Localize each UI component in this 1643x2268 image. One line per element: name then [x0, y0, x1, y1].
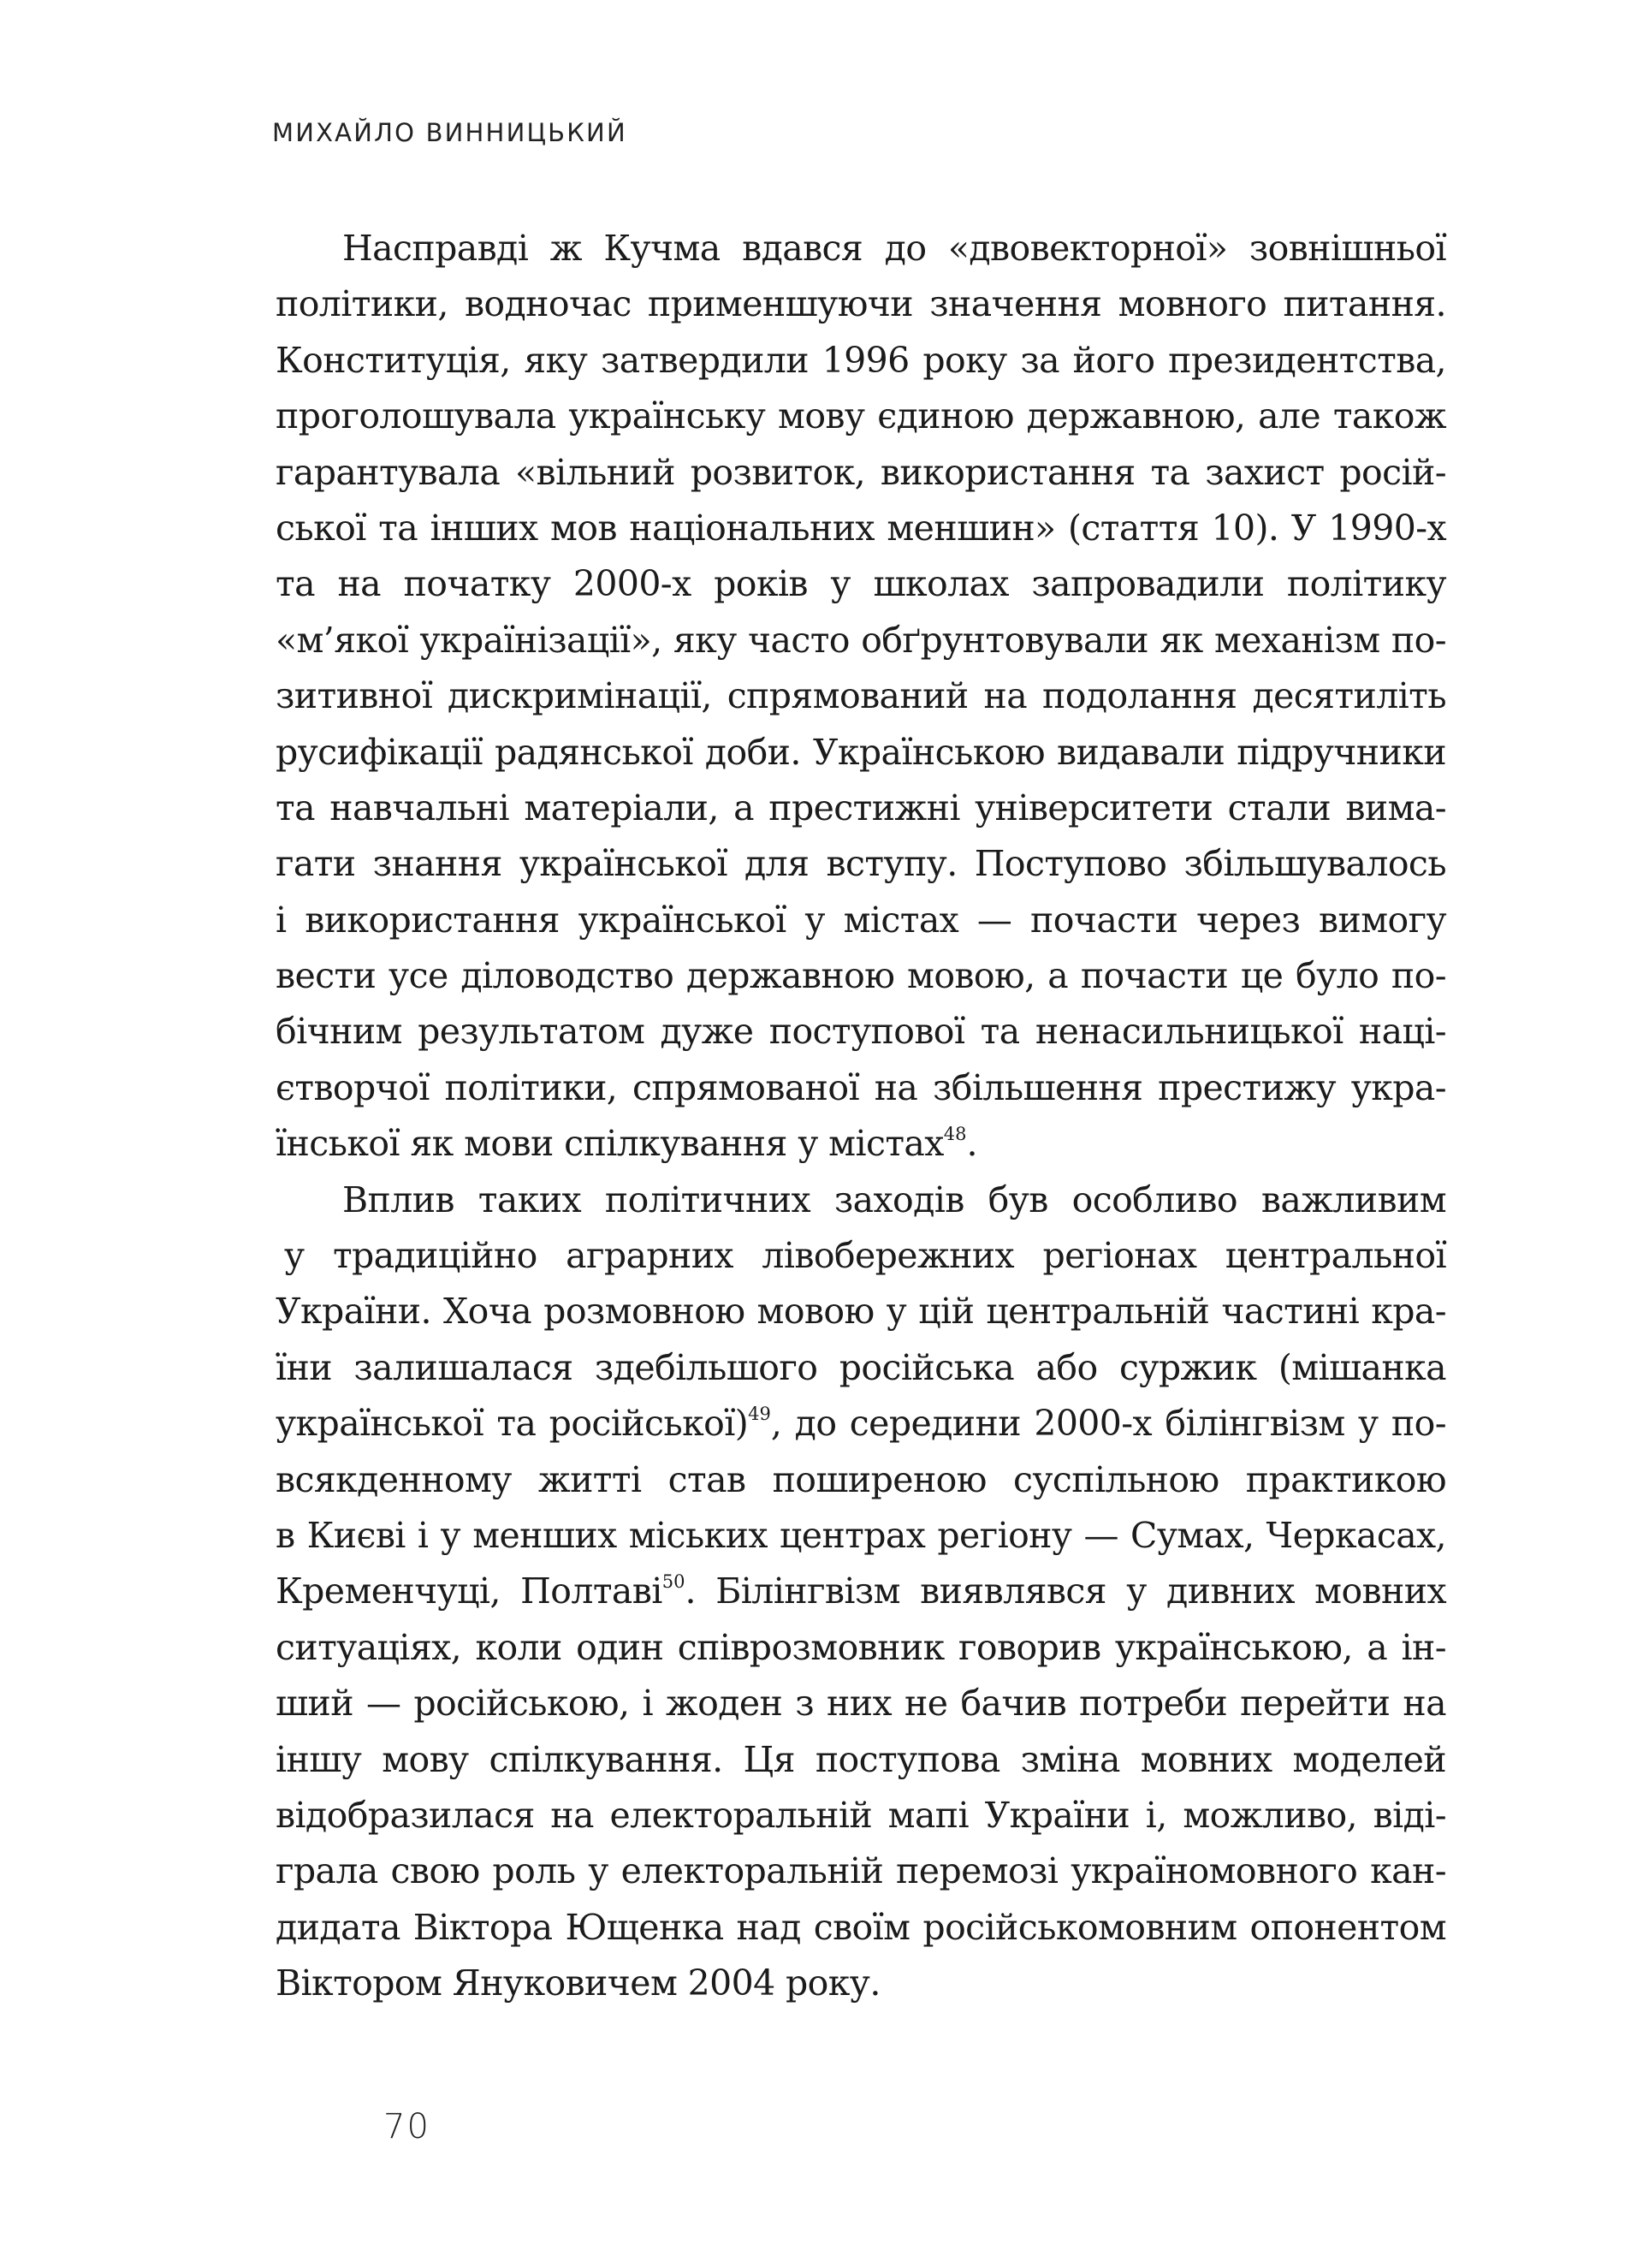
paragraph-2 [276, 1173, 1446, 2012]
text-line: гарантувала «вільний розвиток, використання та захист росій- [276, 451, 1446, 493]
line-text-after: , до середини 2000-х білінгвізм у по- [770, 1403, 1447, 1445]
body-text [276, 221, 1446, 2012]
text-line: ської та інших мов національних меншин» (стаття 10). У 1990-х [276, 507, 1446, 549]
line-text: їнської як мови спілкування у містах [276, 1123, 944, 1165]
text-line: в Києві і у менших міських центрах регіону — Сумах, Черкасах, [276, 1514, 1446, 1556]
text-line: Вплив таких політичних заходів був особливо важливим [342, 1179, 1446, 1220]
footnote-ref-49[interactable]: 49 [748, 1404, 771, 1425]
text-line: грала свою роль у електоральній перемозі україномовного кан- [276, 1850, 1446, 1892]
text-line: відобразилася на електоральній мапі України і, можливо, віді- [276, 1794, 1446, 1836]
text-line: і використання української у містах — почасти через вимогу [276, 899, 1446, 941]
text-line: вести усе діловодство державною мовою, а почасти це було по- [276, 955, 1446, 997]
text-line: «м’якої українізації», яку часто обґрунтовували як механізм по- [276, 619, 1446, 661]
running-head-author: МИХАЙЛО ВИННИЦЬКИЙ [272, 118, 627, 147]
text-line: єтворчої політики, спрямованої на збільшення престижу укра- [276, 1066, 1446, 1108]
text-line: Віктором Януковичем 2004 року. [276, 1962, 881, 2004]
text-line: ший — російською, і жоден з них не бачив потреби перейти на [276, 1683, 1446, 1725]
text-line-with-footnote [276, 1564, 1446, 1619]
line-text-after: . [966, 1123, 977, 1165]
text-line: русифікації радянської доби. Українською видавали підручники [276, 731, 1446, 773]
text-line: зитивної дискримінації, спрямований на подолання десятиліть [276, 675, 1446, 717]
footnote-ref-48[interactable]: 48 [943, 1124, 967, 1145]
line-text: Кременчуці, Полтаві [276, 1570, 662, 1612]
text-line: дидата Віктора Ющенка над своїм російськомовним опонентом [276, 1906, 1446, 1948]
text-line: їни залишалася здебільшого російська або суржик (мішанка [276, 1346, 1446, 1388]
footnote-ref-50[interactable]: 50 [661, 1571, 685, 1593]
text-line: ситуаціях, коли один співрозмовник говорив українською, а ін- [276, 1626, 1446, 1668]
text-line: всякденному житті став поширеною суспільною практикою [276, 1458, 1446, 1500]
text-line: політики, водночас применшуючи значення мовного питання. [276, 283, 1446, 325]
paragraph-1 [276, 221, 1446, 1173]
text-line: України. Хоча розмовною мовою у цій центральній частині кра- [276, 1291, 1446, 1333]
text-line: гати знання української для вступу. Поступово збільшувалось [276, 843, 1446, 885]
text-line: у традиційно аграрних лівобережних регіонах центральної [284, 1235, 1446, 1277]
text-line-with-footnote [276, 1396, 1446, 1452]
text-line: та навчальні матеріали, а престижні університети стали вима- [276, 787, 1446, 828]
text-line: та на початку 2000-х років у школах запровадили політику [276, 563, 1446, 605]
line-text: української та російської) [276, 1403, 749, 1445]
text-line: проголошувала українську мову єдиною державною, але також [276, 395, 1446, 437]
text-line: бічним результатом дуже поступової та ненасильницької наці- [276, 1011, 1446, 1053]
text-line: Конституція, яку затвердили 1996 року за його президентства, [276, 339, 1446, 381]
page-number: 70 [383, 2107, 430, 2146]
line-text-after: . Білінгвізм виявлявся у дивних мовних [685, 1570, 1447, 1612]
text-line: іншу мову спілкування. Ця поступова зміна мовних моделей [276, 1738, 1446, 1780]
text-line: Насправді ж Кучма вдався до «двовекторної» зовнішньої [342, 228, 1446, 269]
text-line-with-footnote [276, 1116, 1446, 1172]
